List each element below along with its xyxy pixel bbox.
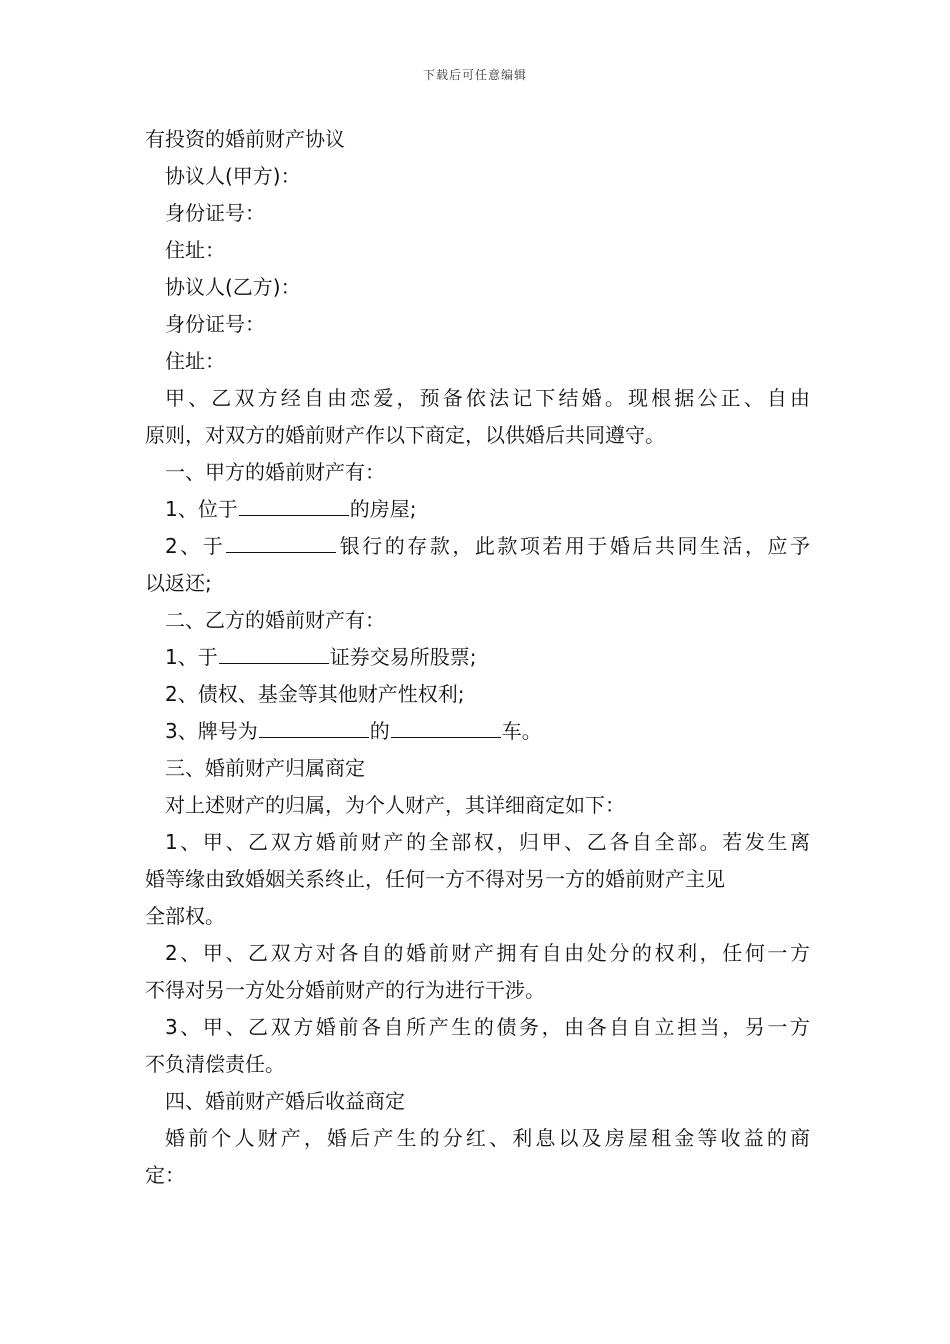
section-3-item-2-line-1: 2、甲、乙双方对各自的婚前财产拥有自由处分的权利，任何一方 bbox=[165, 941, 810, 965]
party-a-id-label: 身份证号： bbox=[165, 201, 265, 225]
section-3-item-2 bbox=[145, 935, 810, 1009]
section-2-item-3 bbox=[145, 713, 810, 750]
section-2-item-3-suffix: 车。 bbox=[501, 719, 542, 743]
section-2-item-1 bbox=[145, 639, 810, 676]
section-1-item-2-line-1 bbox=[145, 528, 810, 565]
fill-in-blank bbox=[219, 641, 329, 664]
fill-in-blank bbox=[391, 715, 501, 738]
party-b-address-label: 住址： bbox=[165, 349, 225, 373]
section-3-item-1 bbox=[145, 824, 810, 935]
intro-line-2: 原则，对双方的婚前财产作以下商定，以供婚后共同遵守。 bbox=[145, 423, 665, 447]
section-1-item-2-prefix: 2、于 bbox=[165, 534, 226, 558]
fill-in-blank bbox=[259, 715, 369, 738]
section-1-item-2-line-2: 以返还; bbox=[145, 571, 212, 595]
section-1-item-1 bbox=[145, 491, 810, 528]
section-4-heading: 四、婚前财产婚后收益商定 bbox=[165, 1089, 405, 1113]
section-4-body bbox=[145, 1120, 810, 1194]
document-title: 有投资的婚前财产协议 bbox=[145, 127, 345, 151]
section-1-heading: 一、甲方的婚前财产有： bbox=[165, 460, 385, 484]
fill-in-blank bbox=[239, 493, 349, 516]
party-a-address-label: 住址： bbox=[165, 238, 225, 262]
section-3-item-2-line-2: 不得对另一方处分婚前财产的行为进行干涉。 bbox=[145, 978, 545, 1002]
intro-line-1: 甲、乙双方经自由恋爱，预备依法记下结婚。现根据公正、自由 bbox=[165, 386, 810, 410]
section-3-item-1-line-3: 全部权。 bbox=[145, 904, 225, 928]
section-3-item-1-line-1: 1、甲、乙双方婚前财产的全部权，归甲、乙各自全部。若发生离 bbox=[165, 830, 810, 854]
section-2-item-3-middle: 的 bbox=[369, 719, 390, 743]
section-4-body-line-2: 定： bbox=[145, 1163, 185, 1187]
document-body bbox=[145, 121, 810, 1194]
fill-in-blank bbox=[226, 530, 336, 553]
section-1-item-2-suffix: 银行的存款，此款项若用于婚后共同生活，应予 bbox=[337, 534, 810, 558]
header-note: 下载后可任意编辑 bbox=[422, 68, 527, 82]
party-b-id-label: 身份证号： bbox=[165, 312, 265, 336]
section-1-item-1-prefix: 1、位于 bbox=[165, 497, 238, 521]
section-3-item-3 bbox=[145, 1009, 810, 1083]
section-2-item-2: 2、债权、基金等其他财产性权利; bbox=[165, 682, 465, 706]
section-3-item-3-line-1: 3、甲、乙双方婚前各自所产生的债务，由各自自立担当，另一方 bbox=[165, 1015, 810, 1039]
section-2-item-1-prefix: 1、于 bbox=[165, 645, 218, 669]
section-2-heading: 二、乙方的婚前财产有： bbox=[165, 608, 385, 632]
party-b-label: 协议人(乙方)： bbox=[165, 275, 301, 299]
intro-paragraph bbox=[145, 380, 810, 454]
section-1-item-2 bbox=[145, 528, 810, 602]
section-3-item-1-line-2: 婚等缘由致婚姻关系终止，任何一方不得对另一方的婚前财产主见 bbox=[145, 867, 725, 891]
section-4-body-line-1: 婚前个人财产，婚后产生的分红、利息以及房屋租金等收益的商 bbox=[165, 1126, 810, 1150]
section-1-item-1-suffix: 的房屋; bbox=[349, 497, 417, 521]
section-2-item-1-suffix: 证券交易所股票; bbox=[329, 645, 477, 669]
section-2-item-3-prefix: 3、牌号为 bbox=[165, 719, 258, 743]
section-3-intro: 对上述财产的归属，为个人财产，其详细商定如下： bbox=[165, 793, 625, 817]
section-3-heading: 三、婚前财产归属商定 bbox=[165, 756, 365, 780]
section-3-item-3-line-2: 不负清偿责任。 bbox=[145, 1052, 285, 1076]
party-a-label: 协议人(甲方)： bbox=[165, 164, 301, 188]
